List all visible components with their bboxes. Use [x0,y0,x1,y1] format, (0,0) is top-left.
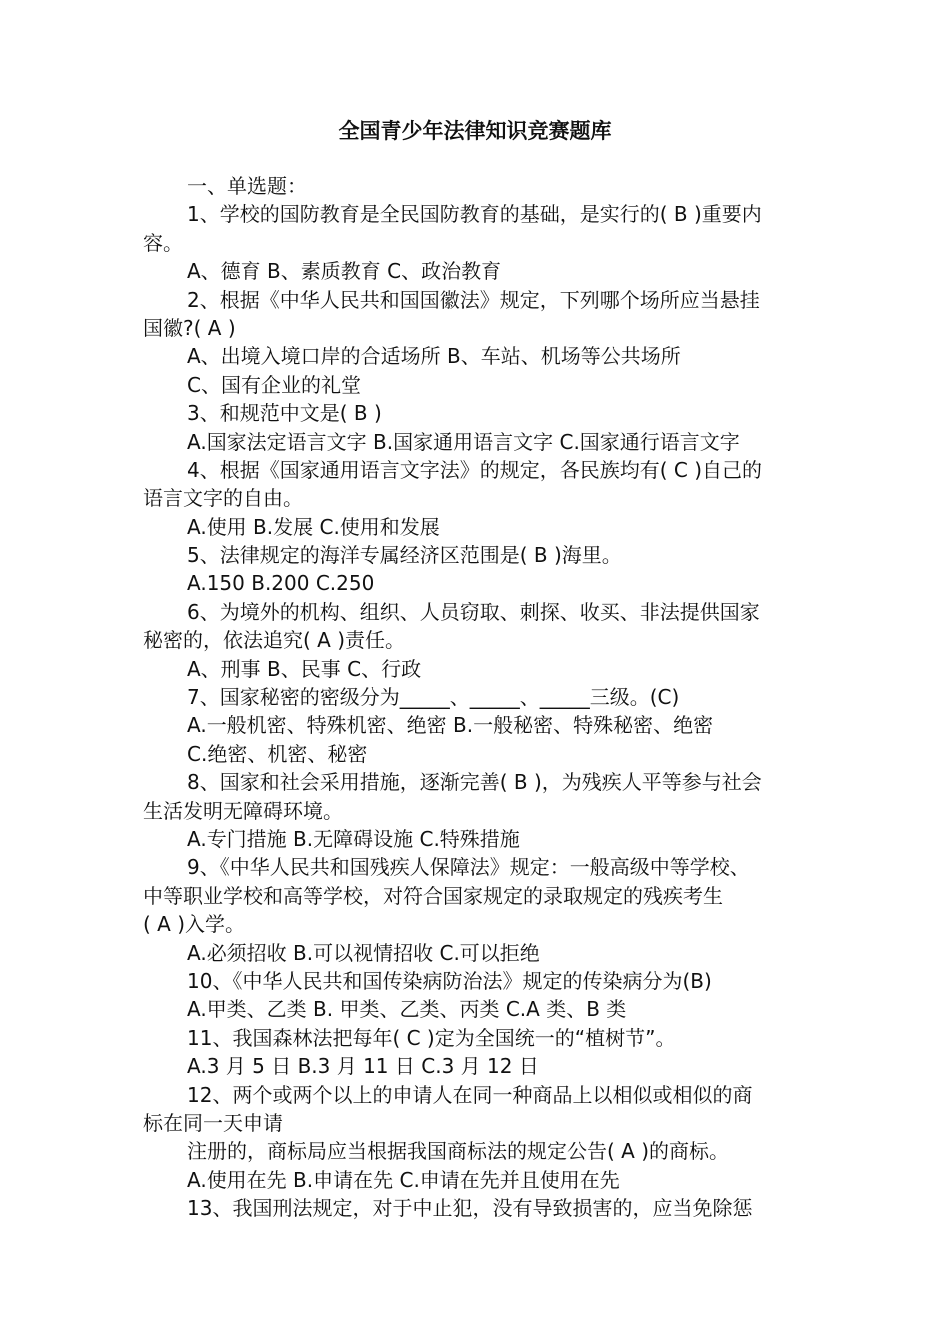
text-line: 生活发明无障碍环境。 [143,798,343,823]
text-line: C、国有企业的礼堂 [187,372,361,397]
text-line: 10、《中华人民共和国传染病防治法》规定的传染病分为(B) [187,968,712,993]
text-line: 11、我国森林法把每年( C )定为全国统一的“植树节”。 [187,1025,676,1050]
text-line: A.国家法定语言文字 B.国家通用语言文字 C.国家通行语言文字 [187,429,740,454]
text-line: 国徽?( A ) [143,315,236,340]
text-line: 8、国家和社会采用措施，逐渐完善( B )，为残疾人平等参与社会 [187,770,762,795]
text-line: 容。 [143,230,183,255]
text-line: 1、学校的国防教育是全民国防教育的基础，是实行的( B )重要内 [187,202,762,227]
text-line: A.150 B.200 C.250 [187,571,375,596]
text-line: ( A )入学。 [143,912,246,937]
text-line: 9、《中华人民共和国残疾人保障法》规定：一般高级中等学校、 [187,855,750,880]
text-line: A.必须招收 B.可以视情招收 C.可以拒绝 [187,940,540,965]
text-line: 一、单选题： [187,174,307,198]
text-line: 5、法律规定的海洋专属经济区范围是( B )海里。 [187,543,622,568]
document-body [143,172,811,1222]
text-line: A.使用 B.发展 C.使用和发展 [187,514,440,539]
text-line: 语言文字的自由。 [143,486,303,511]
text-line: 7、国家秘密的密级分为_____、_____、_____三级。(C) [187,685,680,710]
text-line: A.使用在先 B.申请在先 C.申请在先并且使用在先 [187,1167,620,1192]
text-line: 6、为境外的机构、组织、人员窃取、刺探、收买、非法提供国家 [187,599,760,624]
text-line: 3、和规范中文是( B ) [187,401,382,426]
text-line: 中等职业学校和高等学校，对符合国家规定的录取规定的残疾考生 [143,883,723,908]
text-line: 标在同一天申请 [143,1110,283,1135]
text-line: 12、两个或两个以上的申请人在同一种商品上以相似或相似的商 [187,1082,753,1107]
text-line: A、刑事 B、民事 C、行政 [187,656,422,681]
document-title: 全国青少年法律知识竞赛题库 [338,119,612,143]
text-line: A、德育 B、素质教育 C、政治教育 [187,259,502,284]
text-line: A.专门措施 B.无障碍设施 C.特殊措施 [187,826,520,851]
text-line: A.甲类、乙类 B. 甲类、乙类、丙类 C.A 类、B 类 [187,997,627,1022]
text-line: 13、我国刑法规定，对于中止犯，没有导致损害的，应当免除惩 [187,1196,753,1221]
text-line: A.一般机密、特殊机密、绝密 B.一般秘密、特殊秘密、绝密 [187,713,714,738]
text-line: 4、根据《国家通用语言文字法》的规定，各民族均有( C )自己的 [187,457,763,482]
text-line: C.绝密、机密、秘密 [187,741,368,766]
text-line: A、出境入境口岸的合适场所 B、车站、机场等公共场所 [187,344,681,369]
text-line: A.3 月 5 日 B.3 月 11 日 C.3 月 12 日 [187,1054,539,1079]
text-line: 注册的，商标局应当根据我国商标法的规定公告( A )的商标。 [187,1139,730,1164]
text-line: 2、根据《中华人民共和国国徽法》规定，下列哪个场所应当悬挂 [187,287,760,312]
text-line: 秘密的，依法追究( A )责任。 [143,628,406,653]
